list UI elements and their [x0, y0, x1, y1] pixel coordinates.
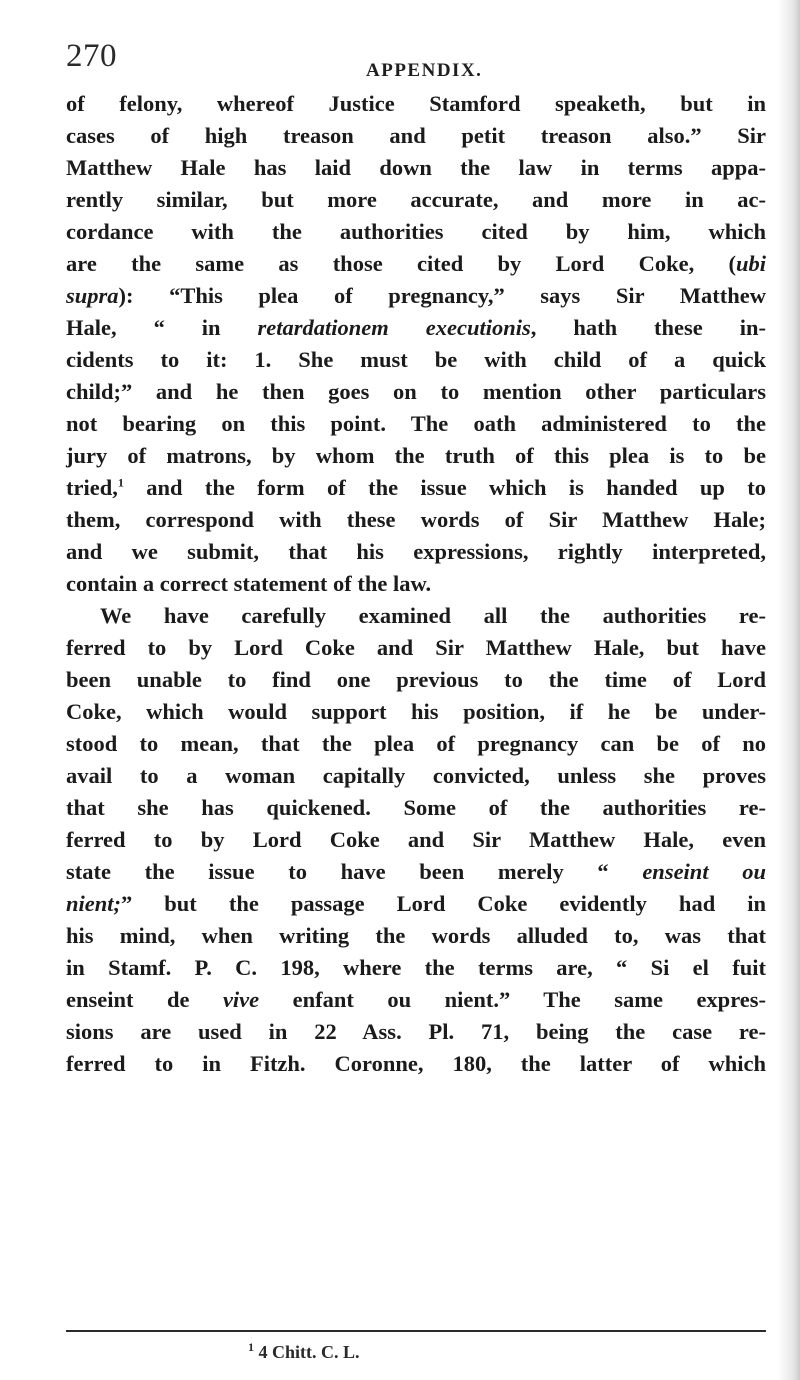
text-segment: ferred to in Fitzh. Coronne, 180, the latter of which: [66, 1051, 766, 1076]
text-line: [66, 920, 766, 952]
text-segment: Coke, which would support his position, if he be under-: [66, 699, 766, 724]
page-number: 270: [66, 38, 117, 74]
text-line: [66, 888, 766, 920]
text-segment: in Stamf. P. C. 198, where the terms are, “ Si el fuit: [66, 955, 766, 980]
text-segment: ferred to by Lord Coke and Sir Matthew Hale, but have: [66, 635, 766, 660]
text-segment: and we submit, that his expressions, rightly interpreted,: [66, 539, 766, 564]
italic-text: supra: [66, 283, 119, 308]
page-header: [66, 38, 766, 88]
paragraph: [66, 88, 766, 600]
text-line: [66, 664, 766, 696]
text-line: [66, 152, 766, 184]
text-line: [66, 184, 766, 216]
text-segment: rently similar, but more accurate, and more in ac-: [66, 187, 766, 212]
body-text: [66, 88, 766, 1080]
text-line: [66, 760, 766, 792]
text-segment: cordance with the authorities cited by him, which: [66, 219, 766, 244]
running-head: APPENDIX.: [366, 60, 483, 81]
text-line: [66, 792, 766, 824]
footnote-text: 4 Chitt. C. L.: [254, 1342, 360, 1362]
text-line: [66, 632, 766, 664]
text-segment: enseint de: [66, 987, 223, 1012]
text-line: [66, 1016, 766, 1048]
italic-text: retardationem executionis: [257, 315, 531, 340]
footnote: [248, 1342, 360, 1363]
text-segment: been unable to find one previous to the time of Lord: [66, 667, 766, 692]
text-line: [66, 856, 766, 888]
footnote-rule: [66, 1330, 766, 1332]
text-line: [66, 376, 766, 408]
text-segment: ” but the passage Lord Coke evidently had in: [121, 891, 766, 916]
text-segment: enfant ou nient.” The same expres-: [259, 987, 767, 1012]
text-line: [66, 824, 766, 856]
text-segment: Hale, “ in: [66, 315, 258, 340]
text-segment: cidents to it: 1. She must be with child of a quick: [66, 347, 766, 372]
text-line: [66, 568, 766, 600]
text-segment: his mind, when writing the words alluded to, was that: [66, 923, 766, 948]
text-line: [66, 1048, 766, 1080]
text-line: [66, 472, 766, 504]
page-edge-shadow: [778, 0, 800, 1380]
italic-text: ubi: [735, 251, 766, 276]
text-segment: contain a correct statement of the law.: [66, 571, 432, 596]
text-line: [66, 536, 766, 568]
text-line: [66, 728, 766, 760]
text-segment: stood to mean, that the plea of pregnancy can be of no: [66, 731, 766, 756]
footnote-reference: 1: [117, 475, 124, 490]
text-segment: Matthew Hale has laid down the law in terms appa-: [66, 155, 766, 180]
text-segment: ferred to by Lord Coke and Sir Matthew Hale, even: [66, 827, 766, 852]
text-segment: that she has quickened. Some of the authorities re-: [66, 795, 766, 820]
text-line: [66, 984, 766, 1016]
text-segment: , hath these in-: [530, 315, 767, 340]
text-segment: of felony, whereof Justice Stamford speaketh, but in: [66, 91, 766, 116]
text-segment: tried,: [66, 475, 118, 500]
text-line: [66, 600, 766, 632]
italic-text: vive: [222, 987, 260, 1012]
text-line: [66, 216, 766, 248]
text-segment: avail to a woman capitally convicted, unless she proves: [66, 763, 766, 788]
text-line: [66, 88, 766, 120]
text-segment: jury of matrons, by whom the truth of this plea is to be: [66, 443, 766, 468]
text-line: [66, 696, 766, 728]
text-segment: and the form of the issue which is handed up to: [123, 475, 766, 500]
text-segment: state the issue to have been merely “: [66, 859, 643, 884]
text-line: [66, 248, 766, 280]
text-line: [66, 504, 766, 536]
italic-text: enseint ou: [642, 859, 766, 884]
text-line: [66, 440, 766, 472]
text-line: [66, 952, 766, 984]
italic-text: nient;: [66, 891, 122, 916]
text-segment: child;” and he then goes on to mention other particulars: [66, 379, 766, 404]
text-line: [66, 280, 766, 312]
text-segment: cases of high treason and petit treason also.” Sir: [66, 123, 766, 148]
text-line: [66, 408, 766, 440]
text-segment: not bearing on this point. The oath administered to the: [66, 411, 766, 436]
text-segment: sions are used in 22 Ass. Pl. 71, being the case re-: [66, 1019, 766, 1044]
text-segment: ): “This plea of pregnancy,” says Sir Matthew: [118, 283, 766, 308]
text-segment: them, correspond with these words of Sir Matthew Hale;: [66, 507, 766, 532]
text-segment: We have carefully examined all the authorities re-: [100, 603, 766, 628]
text-line: [66, 344, 766, 376]
text-line: [66, 120, 766, 152]
paragraph: [66, 600, 766, 1080]
text-segment: are the same as those cited by Lord Coke, (: [66, 251, 736, 276]
footnote-marker: 1: [248, 1340, 254, 1354]
text-line: [66, 312, 766, 344]
